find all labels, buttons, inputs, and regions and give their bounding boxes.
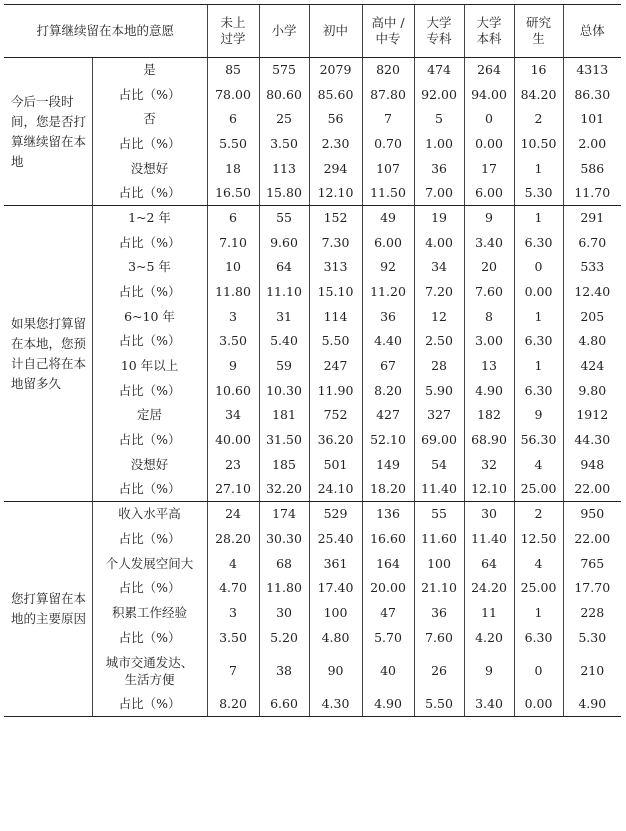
- group-title: 如果您打算留在本地，您预计自己将在本地留多久: [4, 206, 92, 502]
- table-cell: 26: [414, 650, 464, 692]
- row-label: 占比（%）: [92, 625, 207, 650]
- table-cell: 1: [514, 354, 563, 379]
- table-cell: 78.00: [207, 82, 259, 107]
- table-cell: 501: [309, 453, 362, 478]
- table-cell: 13: [464, 354, 514, 379]
- table-row: [4, 156, 621, 181]
- table-cell: 424: [563, 354, 621, 379]
- col-header: 大学 专科: [414, 5, 464, 58]
- table-cell: 40.00: [207, 428, 259, 453]
- table-cell: 87.80: [362, 82, 414, 107]
- row-label: 占比（%）: [92, 428, 207, 453]
- table-cell: 55: [414, 502, 464, 527]
- group-title: 今后一段时间，您是否打算继续留在本地: [4, 58, 92, 206]
- table-cell: 15.10: [309, 280, 362, 305]
- table-cell: 4.80: [309, 625, 362, 650]
- table-cell: 152: [309, 206, 362, 231]
- table-cell: 113: [259, 156, 309, 181]
- table-cell: 30: [464, 502, 514, 527]
- table-cell: 4: [514, 551, 563, 576]
- table-cell: 6.30: [514, 230, 563, 255]
- table-cell: 4.30: [309, 692, 362, 717]
- table-cell: 47: [362, 601, 414, 626]
- table-row: [4, 181, 621, 206]
- table-cell: 2.50: [414, 329, 464, 354]
- table-cell: 11.90: [309, 378, 362, 403]
- table-cell: 68.90: [464, 428, 514, 453]
- col-header: 高中 / 中专: [362, 5, 414, 58]
- table-cell: 4.90: [563, 692, 621, 717]
- table-cell: 16.50: [207, 181, 259, 206]
- table-cell: 24: [207, 502, 259, 527]
- table-cell: 4: [207, 551, 259, 576]
- row-label: 没想好: [92, 156, 207, 181]
- table-cell: 12.10: [464, 477, 514, 502]
- table-cell: 164: [362, 551, 414, 576]
- table-cell: 55: [259, 206, 309, 231]
- table-cell: 4.20: [464, 625, 514, 650]
- row-label: 没想好: [92, 453, 207, 478]
- table-cell: 6.30: [514, 329, 563, 354]
- table-row: [4, 403, 621, 428]
- table-row: [4, 82, 621, 107]
- table-cell: 31.50: [259, 428, 309, 453]
- table-cell: 36: [414, 601, 464, 626]
- table-cell: 427: [362, 403, 414, 428]
- table-cell: 4.80: [563, 329, 621, 354]
- table-cell: 16: [514, 58, 563, 83]
- table-row: [4, 576, 621, 601]
- table-cell: 2.30: [309, 132, 362, 157]
- table-cell: 80.60: [259, 82, 309, 107]
- table-cell: 32: [464, 453, 514, 478]
- table-cell: 5.30: [514, 181, 563, 206]
- table-row: [4, 354, 621, 379]
- table-cell: 9.80: [563, 378, 621, 403]
- table-cell: 247: [309, 354, 362, 379]
- table-cell: 2.00: [563, 132, 621, 157]
- table-cell: 0.00: [514, 692, 563, 717]
- table-cell: 0.00: [464, 132, 514, 157]
- table-cell: 185: [259, 453, 309, 478]
- table-cell: 28.20: [207, 527, 259, 552]
- table-cell: 6.70: [563, 230, 621, 255]
- table-cell: 5.40: [259, 329, 309, 354]
- table-cell: 6: [207, 206, 259, 231]
- table-cell: 7.20: [414, 280, 464, 305]
- table-cell: 4.70: [207, 576, 259, 601]
- table-cell: 56: [309, 107, 362, 132]
- table-cell: 30.30: [259, 527, 309, 552]
- group-title: 您打算留在本地的主要原因: [4, 502, 92, 717]
- table-row: [4, 428, 621, 453]
- col-header: 大学 本科: [464, 5, 514, 58]
- table-cell: 16.60: [362, 527, 414, 552]
- table-cell: 0: [514, 650, 563, 692]
- table-cell: 10.60: [207, 378, 259, 403]
- table-row: [4, 650, 621, 692]
- table-cell: 68: [259, 551, 309, 576]
- row-label: 收入水平高: [92, 502, 207, 527]
- table-cell: 5.90: [414, 378, 464, 403]
- table-cell: 32.20: [259, 477, 309, 502]
- table-row: [4, 551, 621, 576]
- table-cell: 9: [464, 206, 514, 231]
- table-cell: 38: [259, 650, 309, 692]
- col-header: 未上 过学: [207, 5, 259, 58]
- table-cell: 6: [207, 107, 259, 132]
- header-row: [4, 5, 621, 58]
- table-cell: 228: [563, 601, 621, 626]
- table-cell: 86.30: [563, 82, 621, 107]
- table-cell: 7.00: [414, 181, 464, 206]
- table-cell: 18: [207, 156, 259, 181]
- table-cell: 4: [514, 453, 563, 478]
- table-cell: 5: [414, 107, 464, 132]
- table-cell: 17.70: [563, 576, 621, 601]
- table-cell: 361: [309, 551, 362, 576]
- table-cell: 6.60: [259, 692, 309, 717]
- table-cell: 30: [259, 601, 309, 626]
- table-cell: 3.50: [207, 625, 259, 650]
- row-label: 占比（%）: [92, 82, 207, 107]
- table-cell: 950: [563, 502, 621, 527]
- table-cell: 149: [362, 453, 414, 478]
- table-cell: 5.70: [362, 625, 414, 650]
- row-label: 占比（%）: [92, 181, 207, 206]
- row-label: 占比（%）: [92, 132, 207, 157]
- survey-table: [4, 4, 621, 717]
- row-label: 占比（%）: [92, 576, 207, 601]
- col-header: 初中: [309, 5, 362, 58]
- table-cell: 1: [514, 156, 563, 181]
- table-cell: 12: [414, 304, 464, 329]
- row-group: [4, 58, 621, 206]
- table-cell: 1912: [563, 403, 621, 428]
- table-cell: 52.10: [362, 428, 414, 453]
- table-cell: 11.70: [563, 181, 621, 206]
- table-cell: 20: [464, 255, 514, 280]
- row-label: 6~10 年: [92, 304, 207, 329]
- table-cell: 11.80: [259, 576, 309, 601]
- table-cell: 575: [259, 58, 309, 83]
- table-cell: 17: [464, 156, 514, 181]
- row-label: 个人发展空间大: [92, 551, 207, 576]
- table-cell: 765: [563, 551, 621, 576]
- table-row: [4, 527, 621, 552]
- row-label: 否: [92, 107, 207, 132]
- table-cell: 10: [207, 255, 259, 280]
- col-header: 研究 生: [514, 5, 563, 58]
- row-label: 积累工作经验: [92, 601, 207, 626]
- table-cell: 2: [514, 107, 563, 132]
- table-cell: 3.00: [464, 329, 514, 354]
- table-cell: 7.30: [309, 230, 362, 255]
- table-cell: 12.50: [514, 527, 563, 552]
- col-header: 总体: [563, 5, 621, 58]
- row-label: 1~2 年: [92, 206, 207, 231]
- table-cell: 264: [464, 58, 514, 83]
- table-cell: 18.20: [362, 477, 414, 502]
- table-cell: 67: [362, 354, 414, 379]
- table-cell: 6.30: [514, 625, 563, 650]
- row-label: 3~5 年: [92, 255, 207, 280]
- table-cell: 11.60: [414, 527, 464, 552]
- table-cell: 3.40: [464, 692, 514, 717]
- table-row: [4, 502, 621, 527]
- table-cell: 59: [259, 354, 309, 379]
- table-row: [4, 625, 621, 650]
- table-cell: 11.50: [362, 181, 414, 206]
- table-cell: 25.40: [309, 527, 362, 552]
- table-cell: 24.20: [464, 576, 514, 601]
- table-cell: 9: [464, 650, 514, 692]
- table-cell: 101: [563, 107, 621, 132]
- table-cell: 8.20: [362, 378, 414, 403]
- table-cell: 17.40: [309, 576, 362, 601]
- table-cell: 100: [414, 551, 464, 576]
- table-cell: 6.30: [514, 378, 563, 403]
- table-cell: 34: [414, 255, 464, 280]
- table-cell: 7: [207, 650, 259, 692]
- table-cell: 84.20: [514, 82, 563, 107]
- table-cell: 5.30: [563, 625, 621, 650]
- table-cell: 20.00: [362, 576, 414, 601]
- table-cell: 92: [362, 255, 414, 280]
- table-cell: 22.00: [563, 477, 621, 502]
- table-row: [4, 107, 621, 132]
- table-cell: 11.40: [464, 527, 514, 552]
- table-cell: 11.20: [362, 280, 414, 305]
- table-cell: 11.40: [414, 477, 464, 502]
- table-cell: 533: [563, 255, 621, 280]
- table-cell: 5.20: [259, 625, 309, 650]
- table-cell: 586: [563, 156, 621, 181]
- table-cell: 7: [362, 107, 414, 132]
- table-cell: 313: [309, 255, 362, 280]
- table-cell: 210: [563, 650, 621, 692]
- table-row: [4, 230, 621, 255]
- table-cell: 9: [514, 403, 563, 428]
- table-cell: 0.00: [514, 280, 563, 305]
- table-cell: 7.60: [464, 280, 514, 305]
- table-row: [4, 329, 621, 354]
- table-row: [4, 132, 621, 157]
- table-cell: 2079: [309, 58, 362, 83]
- row-label: 占比（%）: [92, 230, 207, 255]
- table-cell: 327: [414, 403, 464, 428]
- table-row: [4, 692, 621, 717]
- table-cell: 182: [464, 403, 514, 428]
- table-row: [4, 378, 621, 403]
- table-cell: 5.50: [207, 132, 259, 157]
- table-cell: 54: [414, 453, 464, 478]
- table-row: [4, 304, 621, 329]
- table-cell: 3: [207, 601, 259, 626]
- table-cell: 44.30: [563, 428, 621, 453]
- row-label: 占比（%）: [92, 378, 207, 403]
- table-cell: 3.50: [207, 329, 259, 354]
- table-cell: 85: [207, 58, 259, 83]
- table-cell: 114: [309, 304, 362, 329]
- table-cell: 34: [207, 403, 259, 428]
- table-cell: 56.30: [514, 428, 563, 453]
- table-cell: 0: [514, 255, 563, 280]
- table-cell: 181: [259, 403, 309, 428]
- table-cell: 21.10: [414, 576, 464, 601]
- table-cell: 7.10: [207, 230, 259, 255]
- table-cell: 5.50: [309, 329, 362, 354]
- table-cell: 40: [362, 650, 414, 692]
- table-cell: 90: [309, 650, 362, 692]
- table-cell: 85.60: [309, 82, 362, 107]
- table-cell: 5.50: [414, 692, 464, 717]
- table-cell: 10.50: [514, 132, 563, 157]
- table-row: [4, 58, 621, 83]
- table-cell: 529: [309, 502, 362, 527]
- table-row: [4, 280, 621, 305]
- table-row: [4, 453, 621, 478]
- table-cell: 205: [563, 304, 621, 329]
- table-cell: 24.10: [309, 477, 362, 502]
- table-cell: 6.00: [464, 181, 514, 206]
- table-cell: 25: [259, 107, 309, 132]
- table-cell: 36: [362, 304, 414, 329]
- table-cell: 1: [514, 601, 563, 626]
- table-cell: 174: [259, 502, 309, 527]
- table-row: [4, 255, 621, 280]
- table-cell: 291: [563, 206, 621, 231]
- table-cell: 8: [464, 304, 514, 329]
- table-row: [4, 477, 621, 502]
- table-cell: 94.00: [464, 82, 514, 107]
- table-cell: 31: [259, 304, 309, 329]
- table-cell: 15.80: [259, 181, 309, 206]
- row-label: 10 年以上: [92, 354, 207, 379]
- table-row: [4, 206, 621, 231]
- row-label: 占比（%）: [92, 280, 207, 305]
- table-cell: 27.10: [207, 477, 259, 502]
- row-label: 占比（%）: [92, 527, 207, 552]
- table-cell: 4313: [563, 58, 621, 83]
- table-cell: 92.00: [414, 82, 464, 107]
- table-cell: 3: [207, 304, 259, 329]
- table-cell: 820: [362, 58, 414, 83]
- table-cell: 12.40: [563, 280, 621, 305]
- table-cell: 4.90: [464, 378, 514, 403]
- table-cell: 36: [414, 156, 464, 181]
- table-cell: 948: [563, 453, 621, 478]
- table-cell: 49: [362, 206, 414, 231]
- row-label: 是: [92, 58, 207, 83]
- table-cell: 11: [464, 601, 514, 626]
- table-cell: 64: [259, 255, 309, 280]
- table-cell: 100: [309, 601, 362, 626]
- row-label: 城市交通发达、 生活方便: [92, 650, 207, 692]
- table-cell: 136: [362, 502, 414, 527]
- table-cell: 22.00: [563, 527, 621, 552]
- table-cell: 11.80: [207, 280, 259, 305]
- table-cell: 7.60: [414, 625, 464, 650]
- col-header: 小学: [259, 5, 309, 58]
- table-cell: 8.20: [207, 692, 259, 717]
- table-row: [4, 601, 621, 626]
- table-cell: 12.10: [309, 181, 362, 206]
- table-cell: 2: [514, 502, 563, 527]
- table-cell: 0: [464, 107, 514, 132]
- row-label: 占比（%）: [92, 477, 207, 502]
- row-group: [4, 502, 621, 717]
- header-title: 打算继续留在本地的意愿: [4, 5, 207, 58]
- table-cell: 752: [309, 403, 362, 428]
- table-cell: 28: [414, 354, 464, 379]
- table-cell: 19: [414, 206, 464, 231]
- row-label: 占比（%）: [92, 329, 207, 354]
- row-group: [4, 206, 621, 502]
- table-cell: 0.70: [362, 132, 414, 157]
- table-cell: 3.40: [464, 230, 514, 255]
- table-cell: 9: [207, 354, 259, 379]
- table-cell: 64: [464, 551, 514, 576]
- table-cell: 4.90: [362, 692, 414, 717]
- table-cell: 1: [514, 304, 563, 329]
- table-cell: 1: [514, 206, 563, 231]
- table-cell: 474: [414, 58, 464, 83]
- table-cell: 23: [207, 453, 259, 478]
- table-cell: 11.10: [259, 280, 309, 305]
- table-cell: 25.00: [514, 576, 563, 601]
- table-cell: 4.00: [414, 230, 464, 255]
- table-cell: 3.50: [259, 132, 309, 157]
- table-cell: 4.40: [362, 329, 414, 354]
- table-cell: 9.60: [259, 230, 309, 255]
- table-cell: 107: [362, 156, 414, 181]
- table-cell: 36.20: [309, 428, 362, 453]
- row-label: 定居: [92, 403, 207, 428]
- table-cell: 6.00: [362, 230, 414, 255]
- table-cell: 69.00: [414, 428, 464, 453]
- table-cell: 1.00: [414, 132, 464, 157]
- table-cell: 294: [309, 156, 362, 181]
- table-cell: 25.00: [514, 477, 563, 502]
- row-label: 占比（%）: [92, 692, 207, 717]
- table-cell: 10.30: [259, 378, 309, 403]
